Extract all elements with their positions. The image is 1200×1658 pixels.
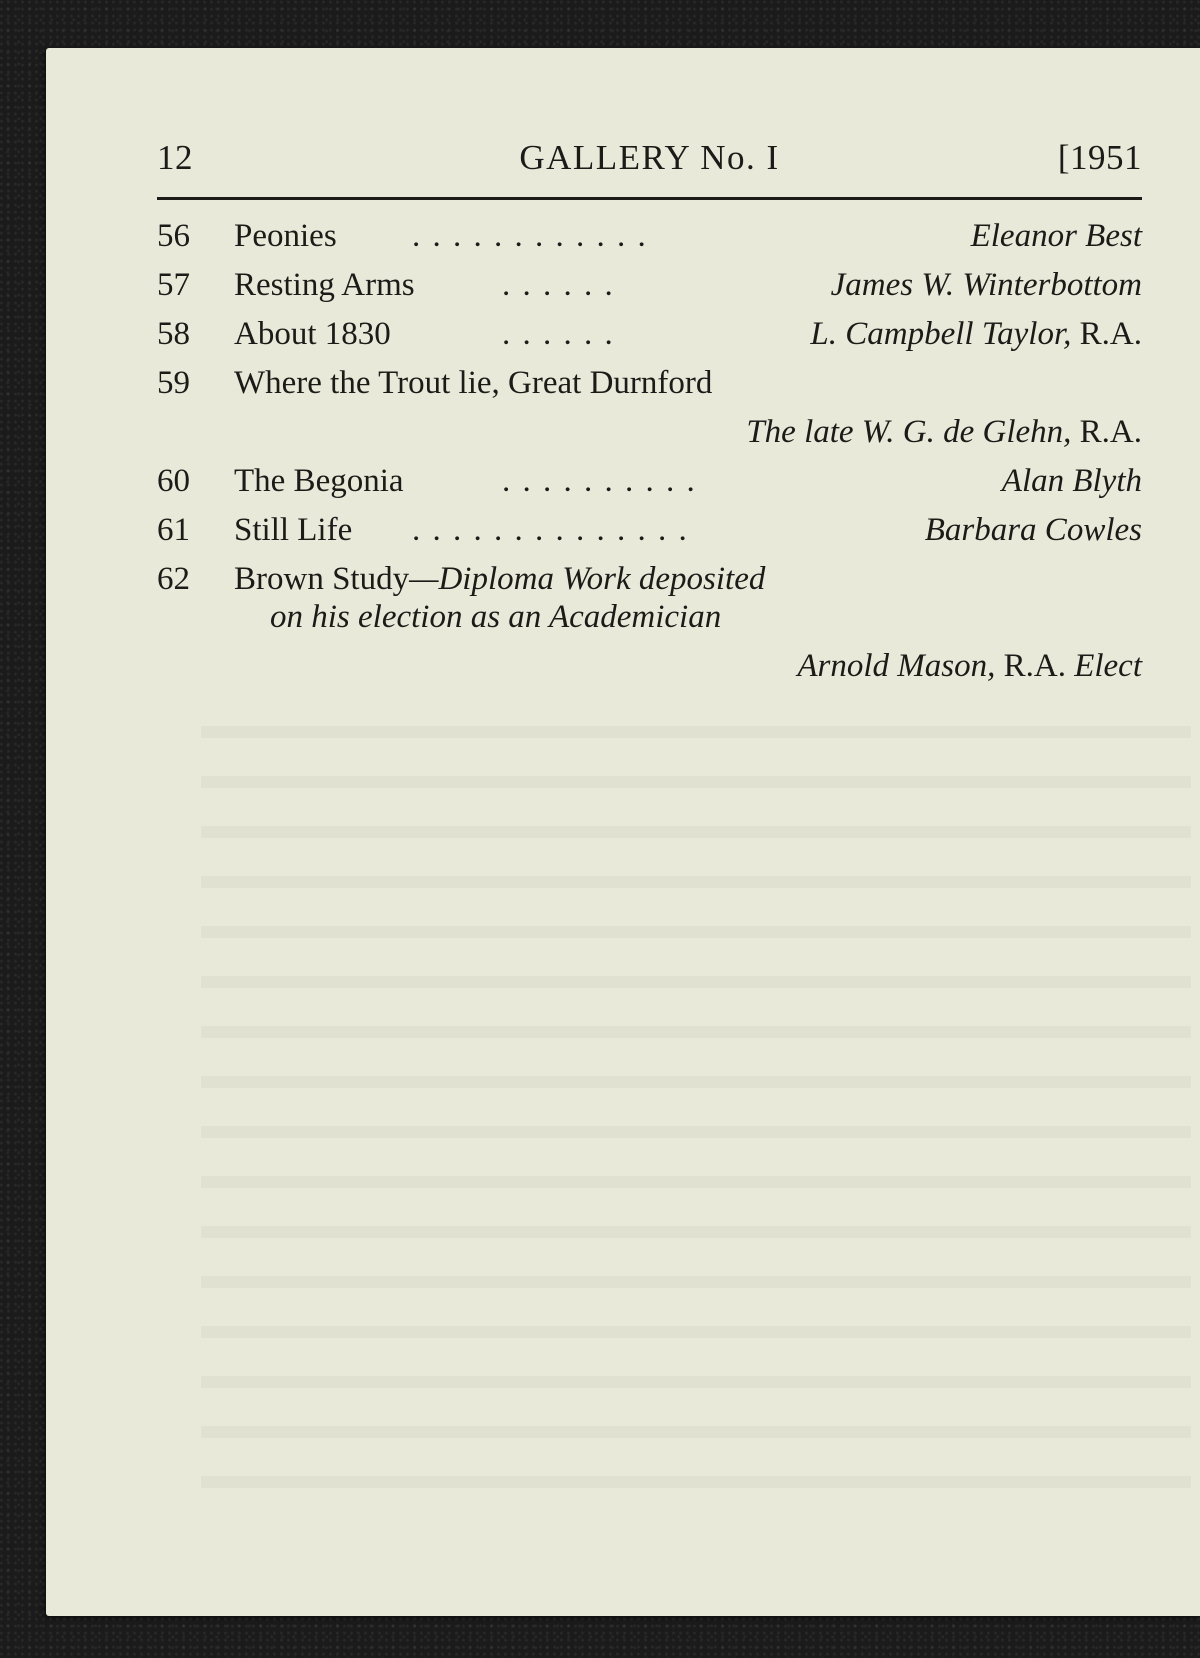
entry-title: About 1830: [234, 316, 391, 352]
dot-leader: . . . . . . . . . .: [502, 463, 697, 499]
list-item: [157, 506, 1142, 555]
list-item: [157, 310, 1142, 359]
entry-title: Still Life: [234, 512, 353, 548]
entry-number: 61: [157, 512, 190, 548]
entry-number: 58: [157, 316, 190, 352]
list-item: [157, 555, 1142, 691]
entry-number: 56: [157, 218, 190, 254]
page-header: [157, 138, 1142, 186]
dot-leader: . . . . . .: [502, 316, 615, 352]
show-through-text: [201, 688, 1191, 1488]
entry-artist: The late W. G. de Glehn, R.A.: [746, 414, 1142, 450]
entry-artist: James W. Winterbottom: [830, 267, 1142, 303]
entry-artist: L. Campbell Taylor, R.A.: [810, 316, 1142, 352]
dot-leader: . . . . . .: [502, 267, 615, 303]
entry-title: Peonies: [234, 218, 337, 254]
list-item: [157, 457, 1142, 506]
entry-number: 62: [157, 561, 190, 597]
year-label: [1951: [1057, 138, 1142, 177]
entry-title: Where the Trout lie, Great Durnford: [234, 365, 713, 401]
list-item: [157, 261, 1142, 310]
entry-list: [157, 212, 1142, 691]
entry-note: —Diploma Work deposited: [409, 561, 766, 597]
page-title: GALLERY No. I: [519, 138, 780, 177]
list-item: [157, 359, 1142, 457]
entry-number: 59: [157, 365, 190, 401]
entry-artist: Eleanor Best: [970, 218, 1142, 254]
entry-number: 57: [157, 267, 190, 303]
page-number: 12: [157, 138, 193, 177]
entry-title: Resting Arms: [234, 267, 415, 303]
entry-number: 60: [157, 463, 190, 499]
list-item: [157, 212, 1142, 261]
dot-leader: . . . . . . . . . . . .: [412, 218, 648, 254]
entry-note-continued: on his election as an Academician: [270, 599, 722, 635]
entry-artist: Alan Blyth: [1001, 463, 1142, 499]
entry-title: The Begonia: [234, 463, 404, 499]
entry-artist: Barbara Cowles: [924, 512, 1142, 548]
entry-artist: Arnold Mason, R.A. Elect: [797, 648, 1142, 684]
dot-leader: . . . . . . . . . . . . . .: [412, 512, 689, 548]
entry-title: Brown Study—Diploma Work deposited: [234, 561, 766, 597]
header-rule: [157, 197, 1142, 200]
